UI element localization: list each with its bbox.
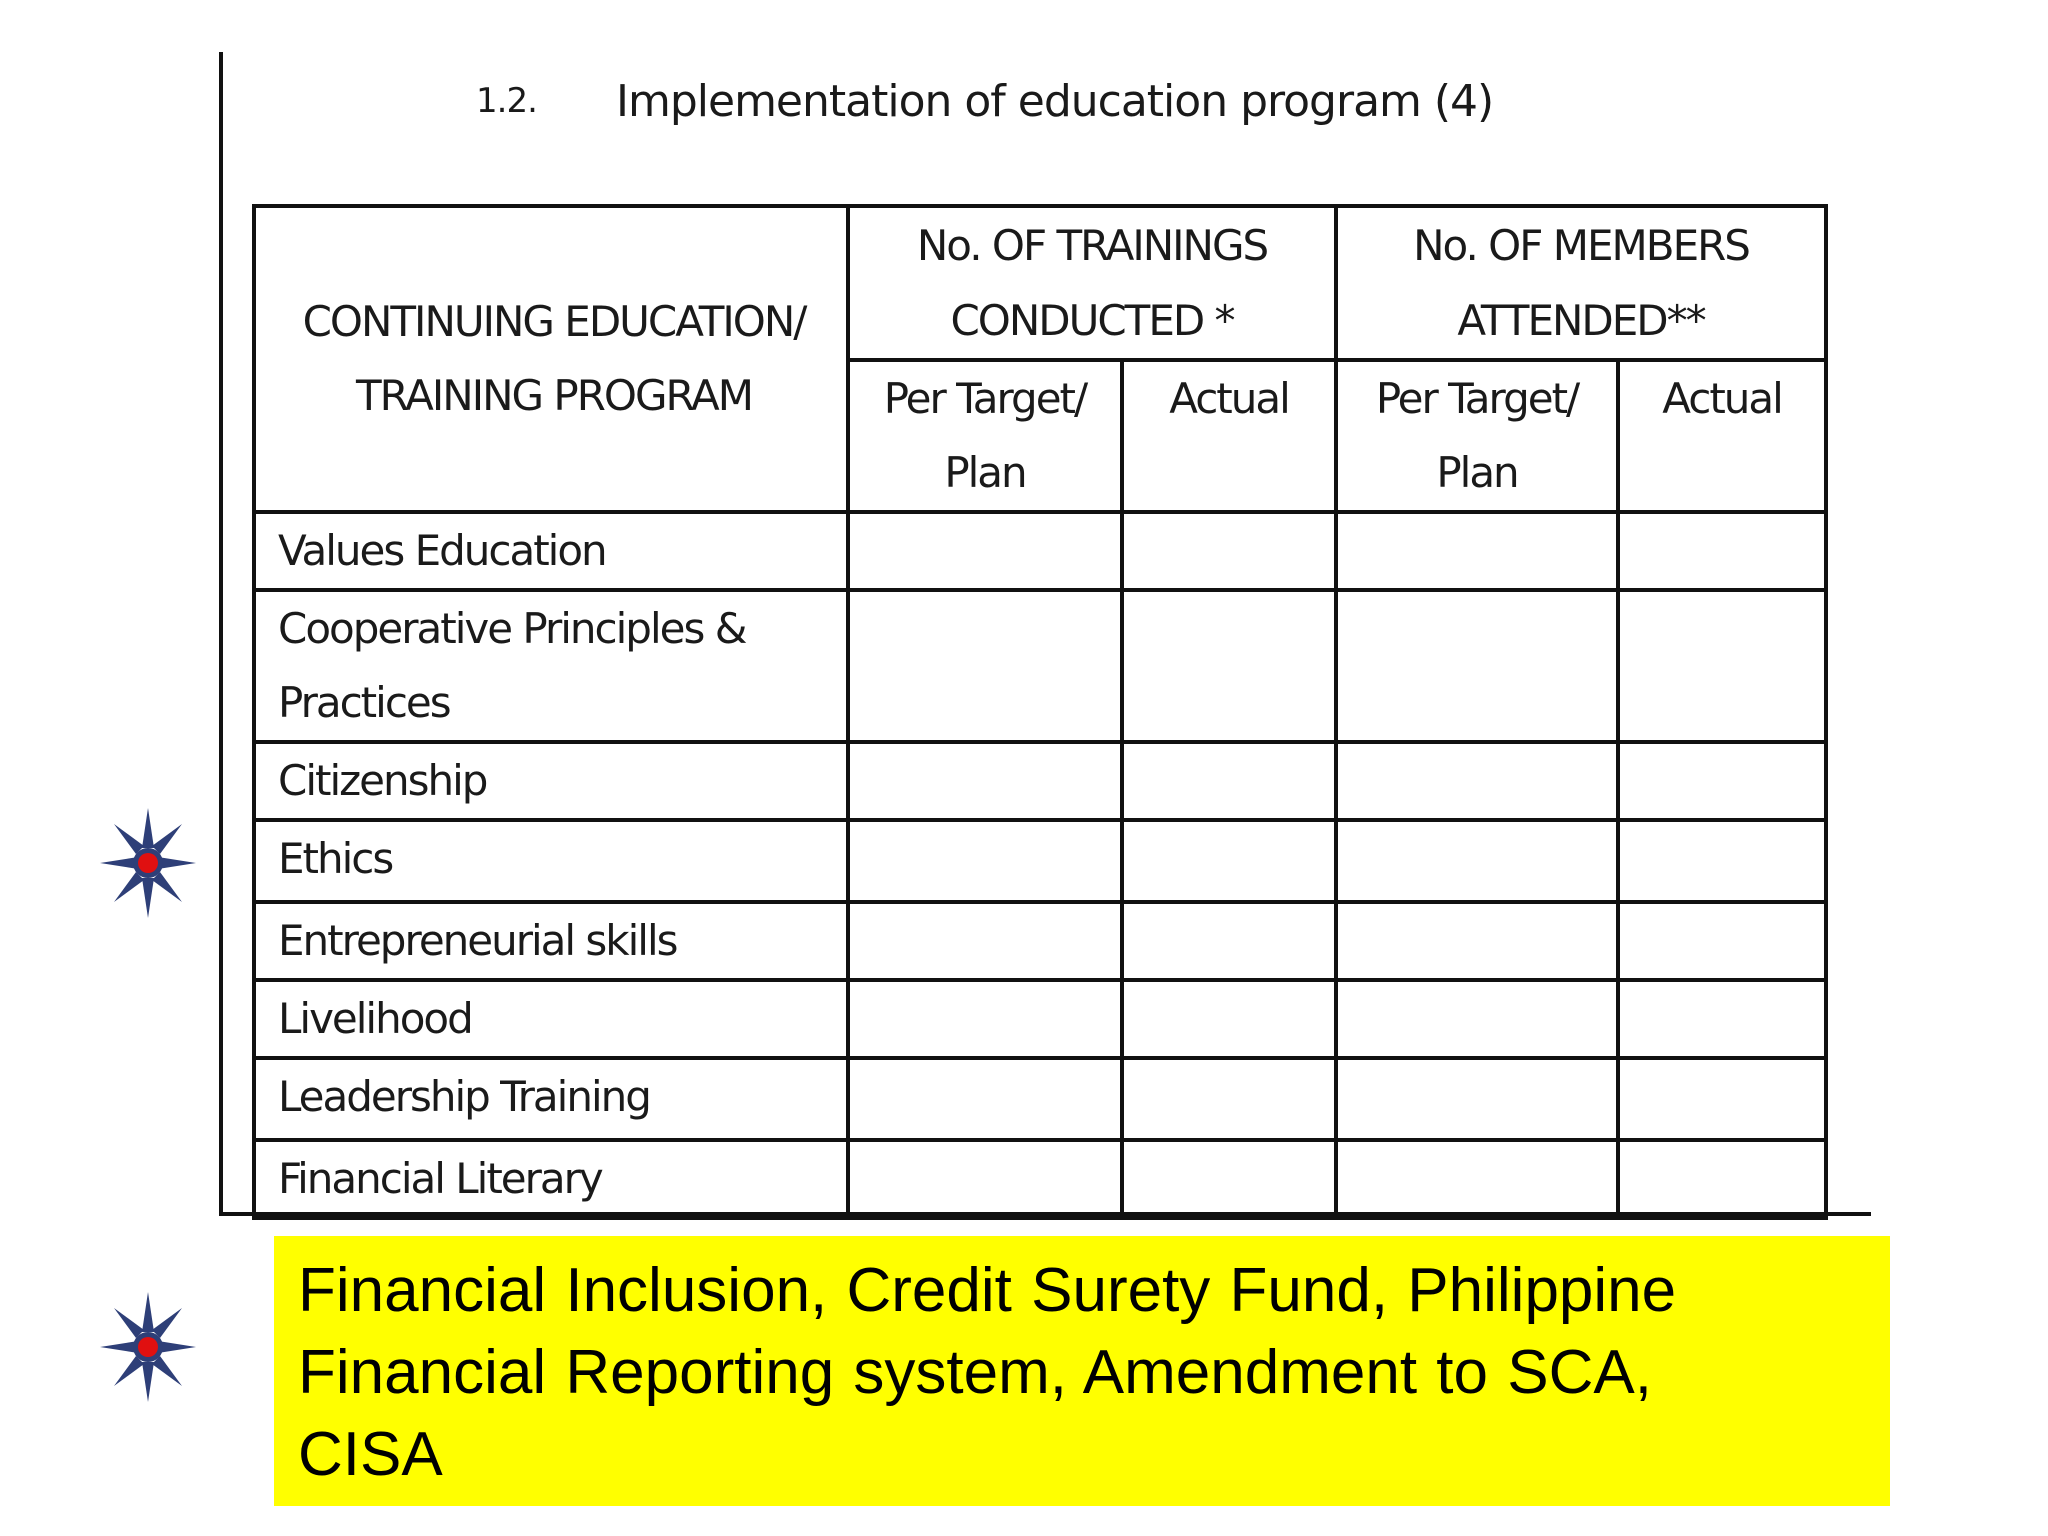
program-label: Financial Literary [254, 1140, 848, 1218]
members-target-cell [1336, 742, 1618, 820]
table-header-row [254, 206, 1826, 360]
table-row [254, 512, 1826, 590]
program-column-header: CONTINUING EDUCATION/ TRAINING PROGRAM [254, 206, 848, 512]
trainings-actual-cell [1122, 742, 1336, 820]
members-actual-cell [1618, 1140, 1826, 1218]
trainings-actual-cell [1122, 1140, 1336, 1218]
members-target-cell [1336, 1058, 1618, 1140]
table-row [254, 1058, 1826, 1140]
members-target-cell [1336, 590, 1618, 742]
section-title-text: Implementation of education program (4) [616, 75, 1494, 127]
section-number: 1.2. [476, 81, 537, 121]
members-target-cell [1336, 820, 1618, 902]
trainings-column-header: No. OF TRAININGS CONDUCTED * [848, 206, 1336, 360]
section-title [476, 66, 1493, 136]
members-actual-cell [1618, 742, 1826, 820]
trainings-actual-cell [1122, 980, 1336, 1058]
members-actual-cell [1618, 902, 1826, 980]
program-label: Cooperative Principles & Practices [254, 590, 848, 742]
note-line: Financial Reporting system, Amendment to SCA, [298, 1338, 1652, 1407]
members-actual-cell [1618, 820, 1826, 902]
table-row [254, 820, 1826, 902]
program-label: Citizenship [254, 742, 848, 820]
members-actual-cell [1618, 512, 1826, 590]
trainings-target-header: Per Target/ Plan [848, 360, 1122, 512]
members-target-cell [1336, 1140, 1618, 1218]
members-actual-cell [1618, 590, 1826, 742]
left-rule [219, 52, 223, 1216]
program-label: Livelihood [254, 980, 848, 1058]
trainings-actual-cell [1122, 820, 1336, 902]
note-line: CISA [298, 1420, 443, 1489]
program-label: Ethics [254, 820, 848, 902]
members-actual-cell [1618, 980, 1826, 1058]
trainings-target-cell [848, 820, 1122, 902]
trainings-target-cell [848, 742, 1122, 820]
program-label: Values Education [254, 512, 848, 590]
note-line: Financial Inclusion, Credit Surety Fund, Philippine [298, 1256, 1677, 1325]
members-target-cell [1336, 512, 1618, 590]
trainings-target-cell [848, 980, 1122, 1058]
starburst-icon [100, 1292, 196, 1402]
members-column-header: No. OF MEMBERS ATTENDED** [1336, 206, 1826, 360]
trainings-actual-cell [1122, 512, 1336, 590]
highlighted-note [274, 1236, 1890, 1506]
members-actual-header: Actual [1618, 360, 1826, 512]
education-program-table [252, 204, 1828, 1220]
members-target-cell [1336, 902, 1618, 980]
table-row [254, 980, 1826, 1058]
trainings-target-cell [848, 1140, 1122, 1218]
trainings-actual-cell [1122, 902, 1336, 980]
trainings-target-cell [848, 1058, 1122, 1140]
table-row [254, 1140, 1826, 1218]
table-row [254, 902, 1826, 980]
trainings-target-cell [848, 902, 1122, 980]
trainings-actual-header: Actual [1122, 360, 1336, 512]
program-label: Leadership Training [254, 1058, 848, 1140]
trainings-actual-cell [1122, 590, 1336, 742]
program-label: Entrepreneurial skills [254, 902, 848, 980]
members-target-cell [1336, 980, 1618, 1058]
table-row [254, 590, 1826, 742]
trainings-target-cell [848, 590, 1122, 742]
trainings-target-cell [848, 512, 1122, 590]
members-target-header: Per Target/ Plan [1336, 360, 1618, 512]
table-row [254, 742, 1826, 820]
trainings-actual-cell [1122, 1058, 1336, 1140]
starburst-icon [100, 808, 196, 918]
members-actual-cell [1618, 1058, 1826, 1140]
